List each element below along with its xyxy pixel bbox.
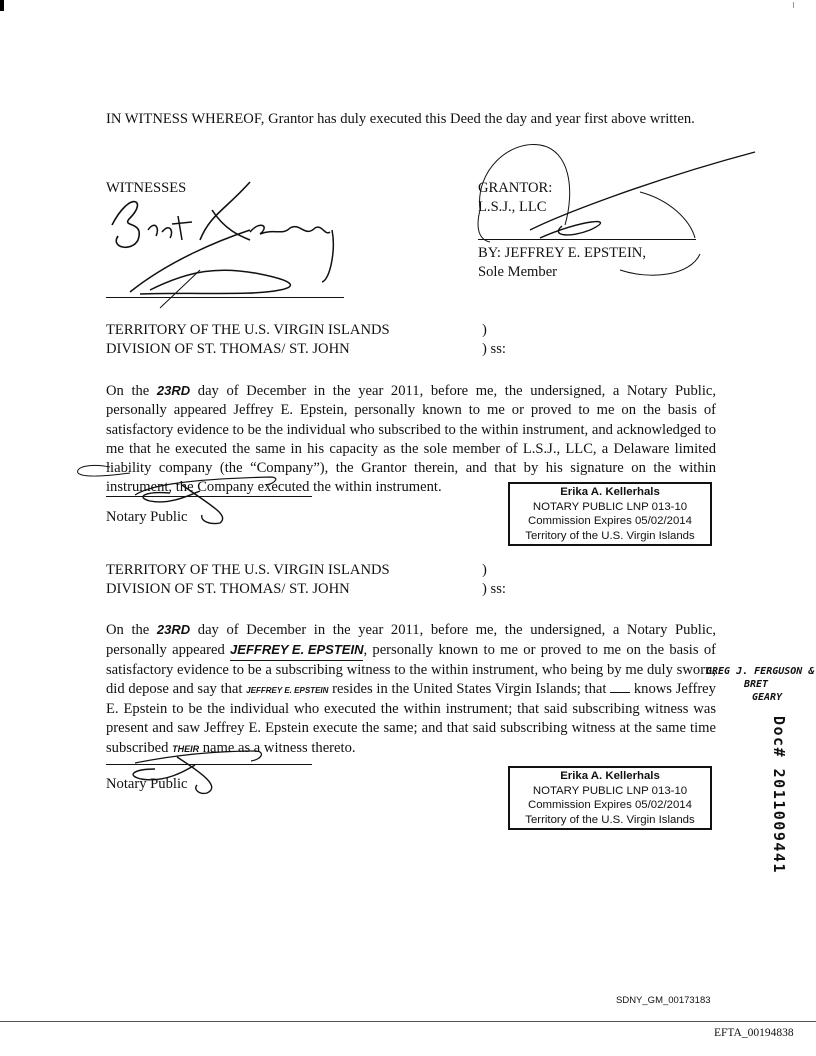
ack1-day-handwritten: 23RD — [156, 383, 191, 398]
witness-signature-line — [106, 297, 344, 298]
venue-division: DIVISION OF ST. THOMAS/ ST. JOHN — [106, 341, 350, 358]
ack2-name-handwritten-2: JEFFREY E. EPSTEIN — [246, 685, 329, 695]
venue-territory: TERRITORY OF THE U.S. VIRGIN ISLANDS — [106, 322, 390, 338]
signer-line: BY: JEFFREY E. EPSTEIN, — [478, 245, 646, 261]
grantor-block — [478, 179, 708, 218]
stamp-territory: Territory of the U.S. Virgin Islands — [525, 813, 695, 826]
ack2-body-b: , personally known to me or proved to me on the basis of satisfactory evidence to be a subscribing witness to the within instrument, who being by me duly sworn, did depose and say that — [106, 642, 716, 697]
venue-ss: ) ss: — [482, 341, 506, 358]
ack2-body-d: knows Jeffrey E. Epstein to be the individual who executed the within instrument; that said subscribing witness was present and saw Jeffrey E. Epstein execute the same; and that said subscribing witness at the same time subscribed — [106, 680, 716, 756]
ack2-day-handwritten: 23RD — [156, 622, 191, 637]
bates-number: SDNY_GM_00173183 — [616, 995, 711, 1006]
stamp-territory: Territory of the U.S. Virgin Islands — [525, 529, 695, 542]
stamp-license: NOTARY PUBLIC LNP 013-10 — [532, 500, 688, 513]
recorded-doc-number: Doc# 2011009441 — [770, 716, 788, 874]
ack2-name-handwritten: JEFFREY E. EPSTEIN — [230, 640, 363, 660]
stamp-notary-name: Erika A. Kellerhals — [560, 770, 660, 782]
ack1-body: day of December in the year 2011, before me, the undersigned, a Notary Public, personally appeared Jeffrey E. Epstein, personally known to me or proved to me on the basis of satisfactory evidence to be the individual who subscribed to the within instrument, and acknowledged to me that he executed the same in his capacity as the sole member of L.S.J., LLC, a Delaware limited liability company (the “Company”), the Grantor therein, and that by his signature on the within instrument, the Company executed the within instrument. — [106, 383, 716, 496]
venue-paren: ) — [482, 322, 487, 338]
signer-block — [478, 244, 718, 283]
ack2-blank — [610, 692, 630, 693]
venue-territory: TERRITORY OF THE U.S. VIRGIN ISLANDS — [106, 562, 390, 578]
ack2-on-the: On the — [106, 622, 150, 638]
notary-public-label-1: Notary Public — [106, 509, 188, 525]
stamp-commission: Commission Expires 05/02/2014 — [528, 515, 692, 528]
venue-division: DIVISION OF ST. THOMAS/ ST. JOHN — [106, 581, 350, 598]
witness-signatures — [100, 170, 360, 310]
witnesses-label: WITNESSES — [106, 180, 187, 196]
notary-public-label-2: Notary Public — [106, 776, 188, 792]
footer-rule — [0, 1021, 816, 1022]
stamp-license: NOTARY PUBLIC LNP 013-10 — [532, 784, 688, 797]
ack2-body-e: name as a witness thereto. — [202, 739, 356, 756]
ss-block-2 — [482, 561, 522, 600]
scan-corner-mark — [0, 0, 4, 11]
grantor-signature-line — [478, 239, 696, 240]
stamp-commission: Commission Expires 05/02/2014 — [528, 799, 692, 812]
efta-number: EFTA_00194838 — [714, 1027, 794, 1039]
notary-line-2 — [106, 764, 312, 765]
venue-paren: ) — [482, 562, 487, 578]
margin-note-line-2: BRET — [744, 679, 769, 690]
margin-note-line-3: GEARY — [752, 692, 783, 703]
witness-clause: IN WITNESS WHEREOF, Grantor has duly executed this Deed the day and year first above written. — [106, 111, 695, 127]
grantor-name: L.S.J., LLC — [478, 199, 547, 216]
notary-line-1 — [106, 496, 312, 497]
margin-note-line-1: GREG J. FERGUSON & — [706, 666, 815, 677]
grantor-label: GRANTOR: — [478, 180, 553, 196]
venue-ss: ) ss: — [482, 581, 506, 598]
notary-stamp-1 — [508, 482, 712, 546]
venue-block-2 — [106, 561, 426, 600]
ack2-body-a: day of December in the year 2011, before me, the undersigned, a Notary Public, personally appeared — [106, 622, 716, 659]
ack2-body-c: resides in the United States Virgin Islands; that — [332, 680, 607, 697]
ack2-their-handwritten: THEIR — [172, 743, 200, 754]
notary-stamp-2 — [508, 766, 712, 830]
venue-block-1 — [106, 321, 426, 360]
signer-title: Sole Member — [478, 264, 558, 281]
ss-block-1 — [482, 321, 522, 360]
scan-tick-mark — [793, 2, 794, 8]
ack1-on-the: On the — [106, 383, 150, 399]
stamp-notary-name: Erika A. Kellerhals — [560, 486, 660, 498]
